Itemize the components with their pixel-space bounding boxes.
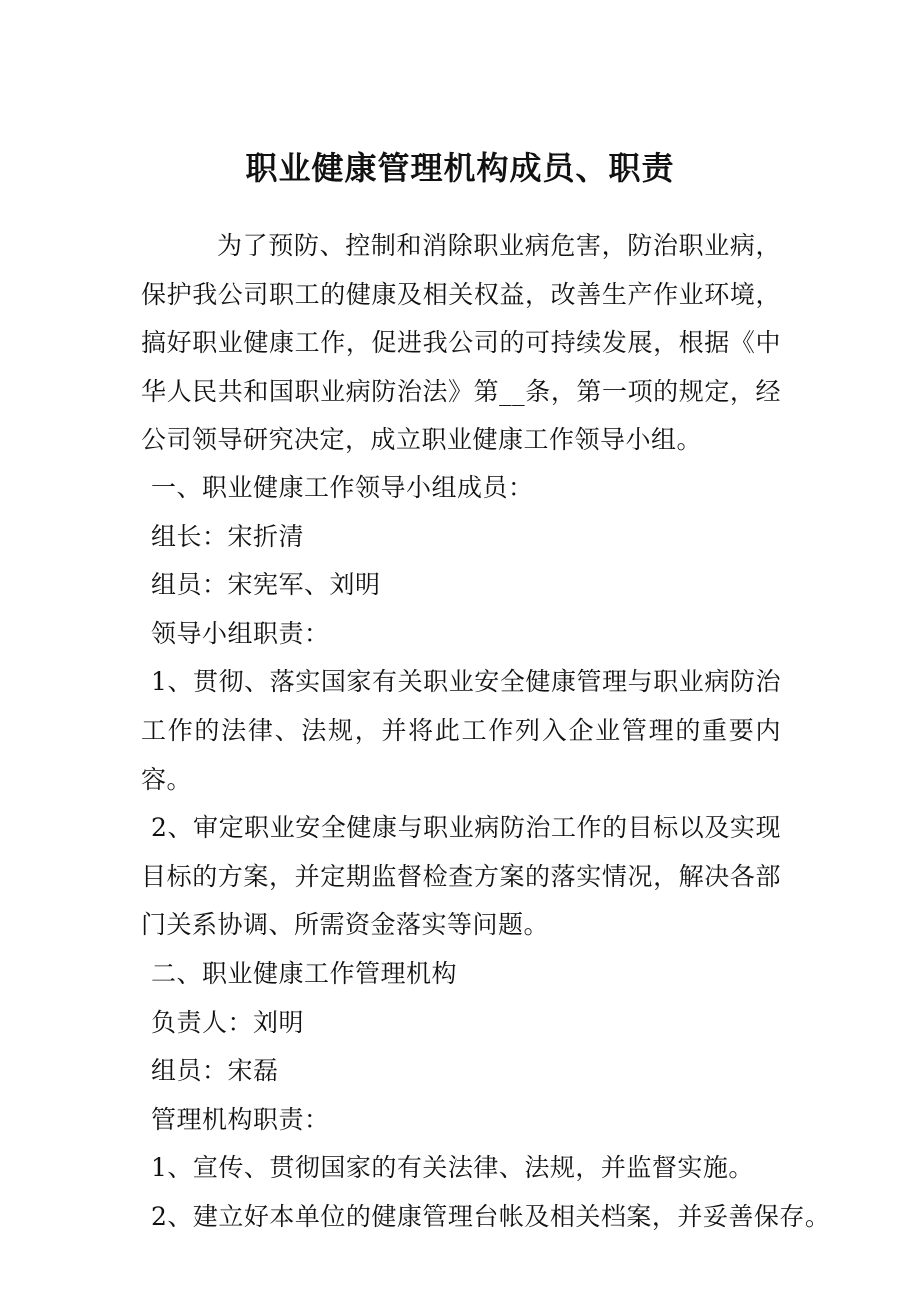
section1-duty-1-text: 1、贯彻、落实国家有关职业安全健康管理与职业病防治工作的法律、法规，并将此工作列入企业管理的重要内容。 [141, 667, 781, 794]
document-title: 职业健康管理机构成员、职责 [245, 149, 675, 187]
intro-paragraph: 为了预防、控制和消除职业病危害，防治职业病，保护我公司职工的健康及相关权益，改善生产作业环境，搞好职业健康工作，促进我公司的可持续发展，根据《中华人民共和国职业病防治法》第__条，第一项的规定，经公司领导研究决定，成立职业健康工作领导小组。 [141, 231, 781, 455]
section2-heading: 二、职业健康工作管理机构 [151, 958, 458, 988]
section1-duty-2 [141, 804, 781, 950]
section1-duty-2-text: 2、审定职业安全健康与职业病防治工作的目标以及实现目标的方案，并定期监督检查方案的落实情况，解决各部门关系协调、所需资金落实等问题。 [141, 813, 781, 940]
section1-duties-heading: 领导小组职责： [151, 618, 330, 648]
section2-duty-2: 2、建立好本单位的健康管理台帐及相关档案，并妥善保存。 [151, 1201, 831, 1231]
section1-heading: 一、职业健康工作领导小组成员： [151, 473, 534, 502]
section1-leader: 组长：宋折清 [151, 521, 305, 551]
document-body [141, 464, 831, 1242]
section2-responsible: 负责人：刘明 [151, 1007, 305, 1037]
section2-duties-heading: 管理机构职责： [151, 1104, 330, 1134]
section1-members: 组员：宋宪军、刘明 [151, 570, 381, 600]
section2-duty-1: 1、宣传、贯彻国家的有关法律、法规，并监督实施。 [151, 1153, 754, 1183]
section1-duty-1 [141, 658, 781, 804]
section2-members: 组员：宋磊 [151, 1056, 279, 1086]
